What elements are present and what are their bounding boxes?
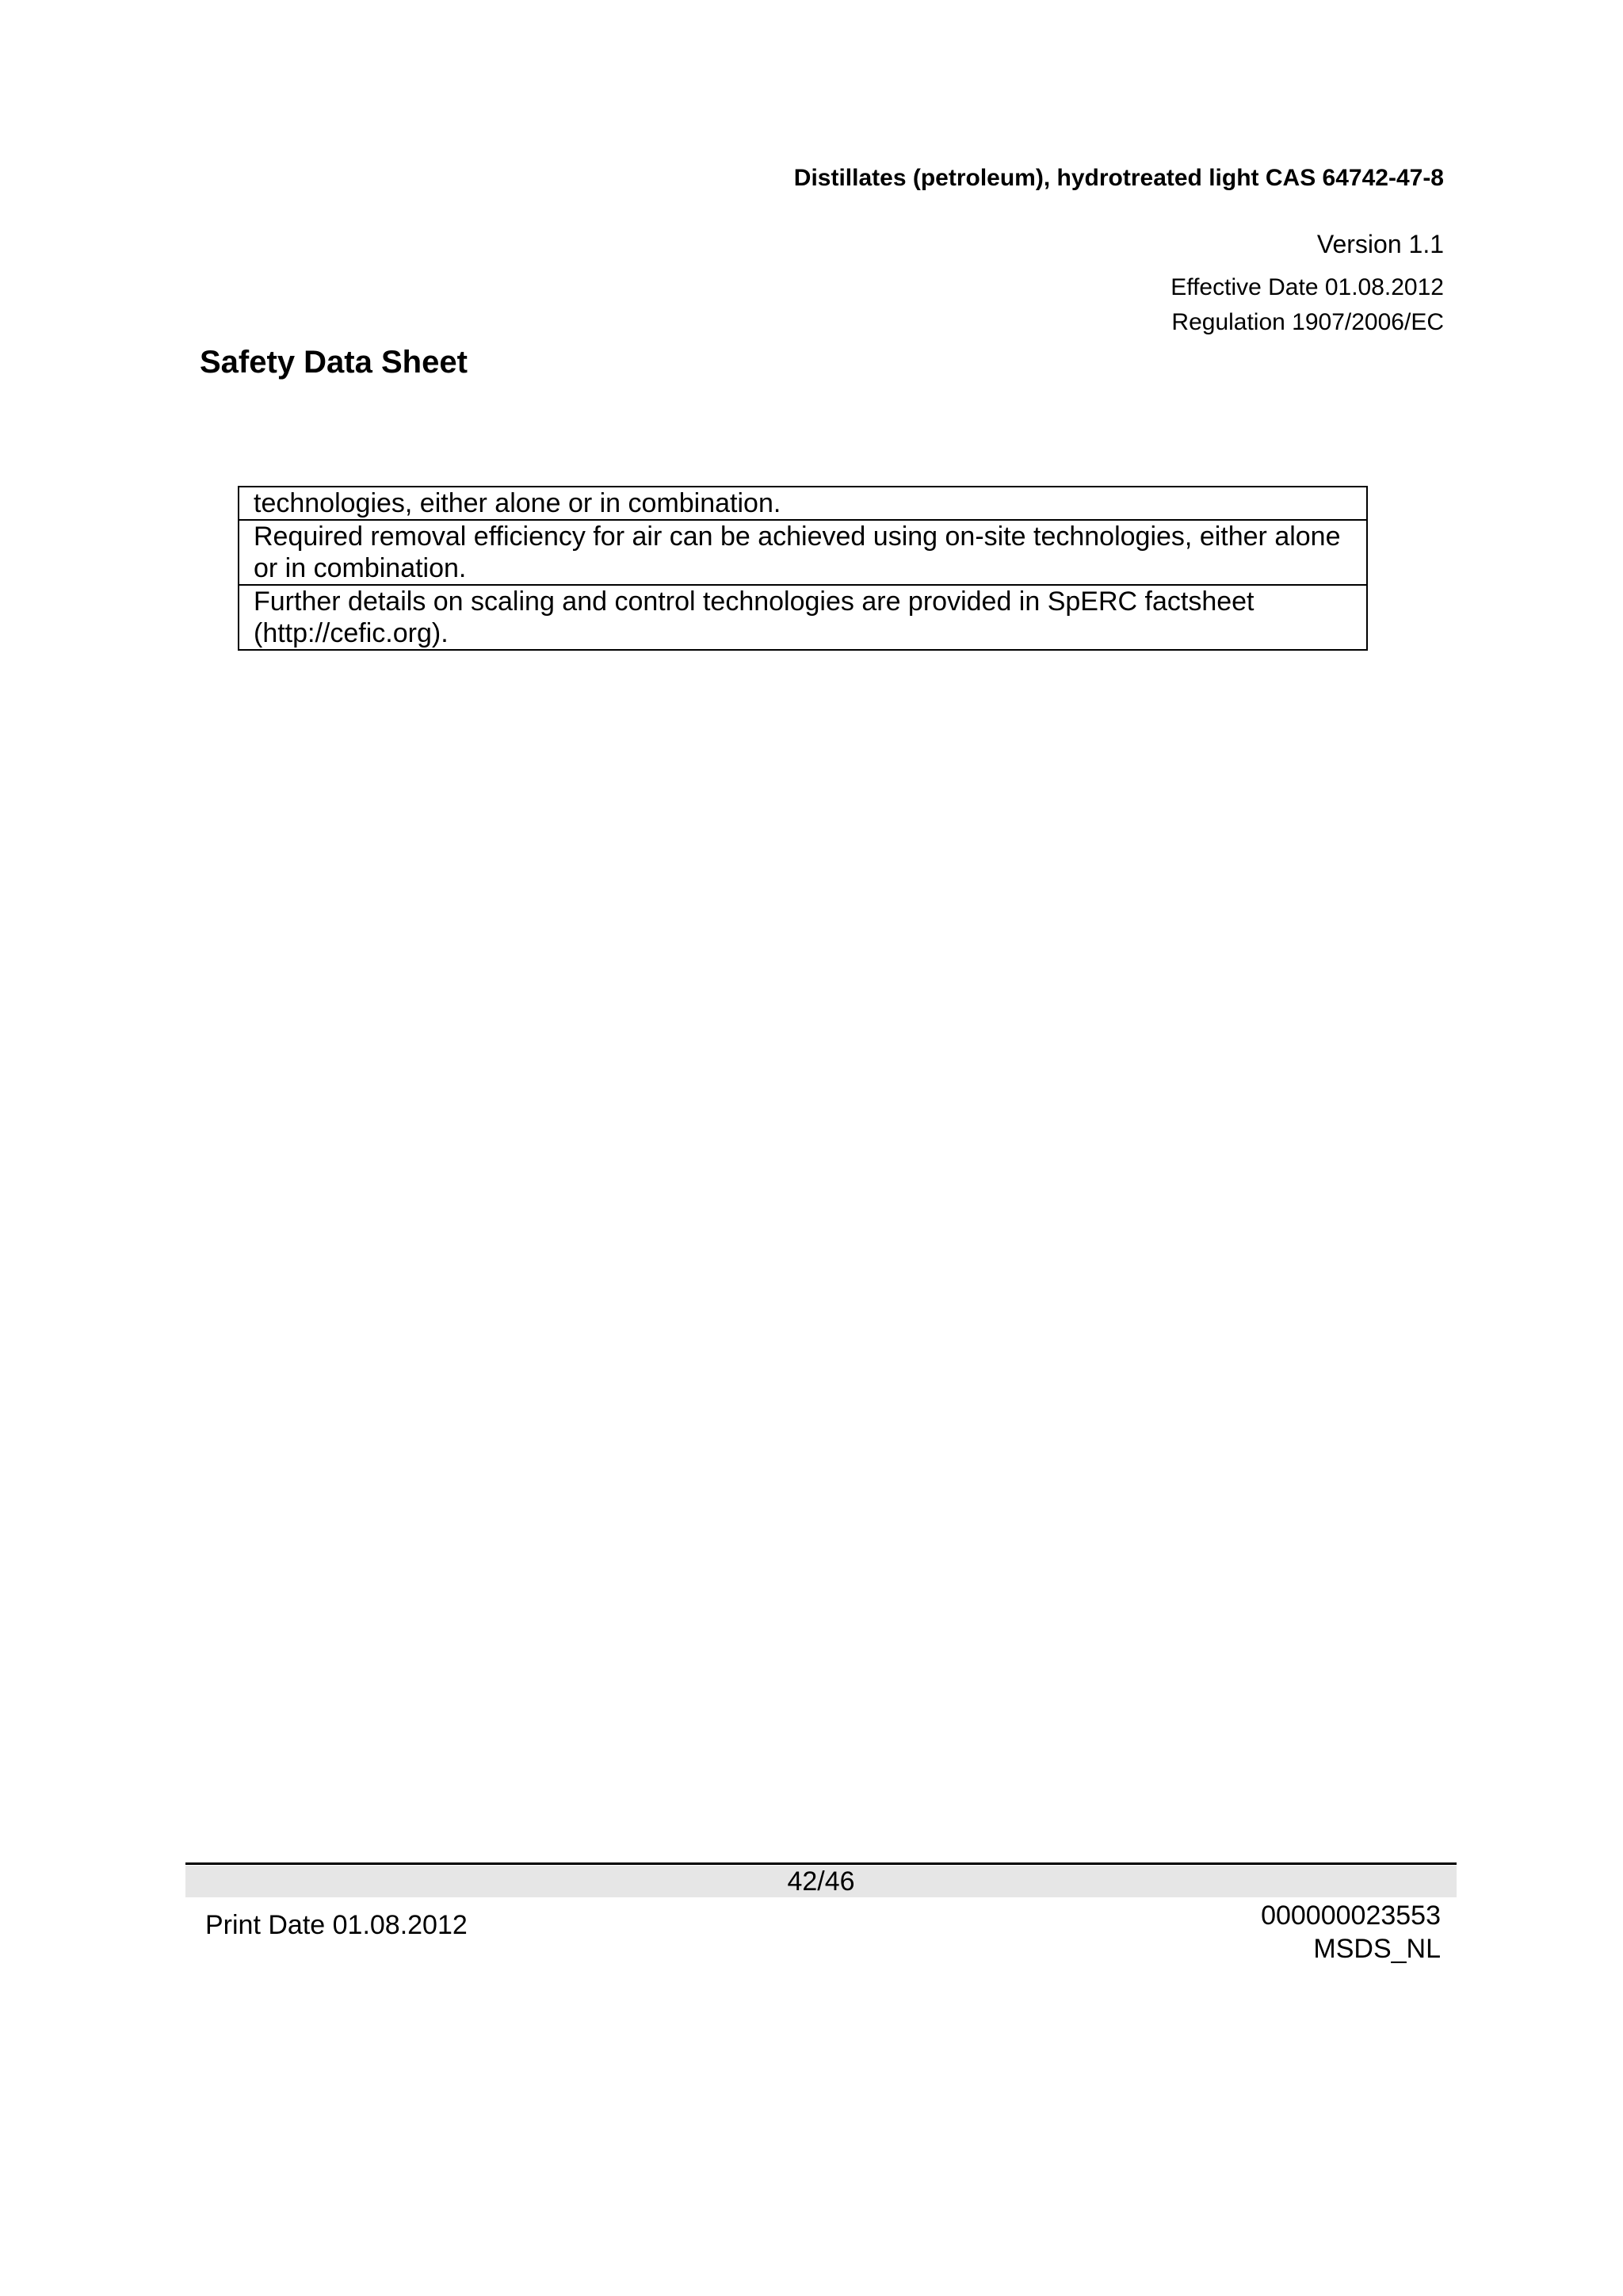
version-label: Version 1.1 [1316, 230, 1444, 258]
footer-doc-info [1261, 1899, 1441, 1966]
table-row [239, 520, 1367, 585]
table-row [239, 487, 1367, 520]
page-title: Safety Data Sheet [200, 345, 468, 380]
table-cell: Further details on scaling and control technologies are provided in SpERC factsheet (http://cefic.org). [239, 585, 1367, 650]
footer-divider [185, 1862, 1457, 1865]
content-table [238, 486, 1368, 651]
document-number: 000000023553 [1261, 1901, 1441, 1931]
effective-date: Effective Date 01.08.2012 [1170, 274, 1444, 300]
page-number: 42/46 [787, 1866, 855, 1897]
table-cell: technologies, either alone or in combination. [239, 487, 1367, 520]
document-code: MSDS_NL [1313, 1934, 1441, 1964]
product-name: Distillates (petroleum), hydrotreated light CAS 64742-47-8 [793, 165, 1444, 191]
regulation-label: Regulation 1907/2006/EC [1171, 309, 1444, 335]
print-date: Print Date 01.08.2012 [205, 1910, 468, 1940]
table-cell: Required removal efficiency for air can be achieved using on-site technologies, either alone or in combination. [239, 520, 1367, 585]
table-row [239, 585, 1367, 650]
